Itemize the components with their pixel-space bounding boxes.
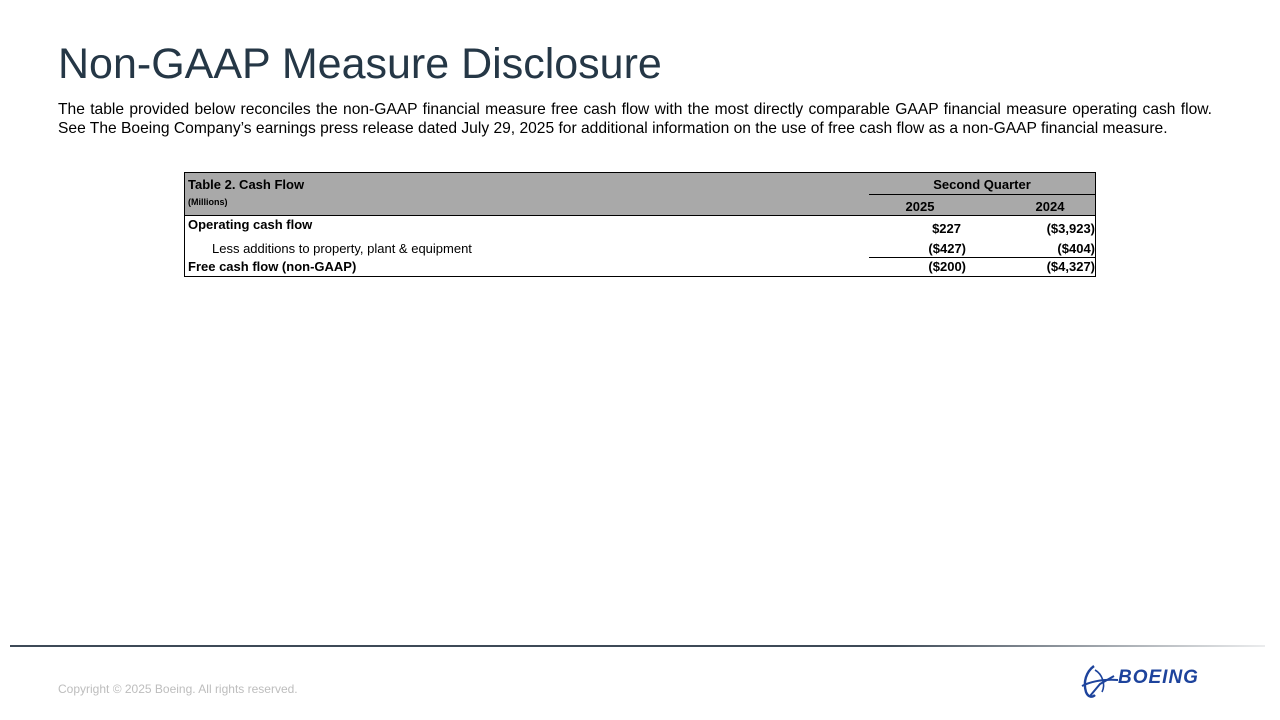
row-value-2025: $227 — [932, 221, 961, 236]
period-header: Second Quarter — [933, 177, 1031, 192]
table-unit: (Millions) — [188, 197, 228, 207]
period-underline — [869, 194, 1095, 195]
intro-paragraph: The table provided below reconciles the non-GAAP financial measure free cash flow with the most directly comparable GAAP financial measure operating cash flow. See The Boeing Company’s earnings press release dated July 29, 2025 for additional information on the use of free cash flow as a non-GAAP financial measure. — [58, 101, 1212, 137]
slide-title: Non-GAAP Measure Disclosure — [58, 40, 662, 88]
row-value-2025: ($200) — [928, 259, 966, 274]
column-header-2024: 2024 — [1035, 199, 1065, 214]
footer-divider — [10, 645, 1265, 647]
table-header — [185, 173, 1095, 216]
boeing-logo-icon — [1080, 662, 1120, 700]
row-value-2024: ($4,327) — [1046, 259, 1095, 274]
row-label: Less additions to property, plant & equipment — [212, 241, 472, 256]
row-value-2025: ($427) — [928, 241, 966, 256]
row-label: Free cash flow (non-GAAP) — [188, 259, 357, 274]
boeing-logo — [1080, 662, 1240, 700]
column-header-2025: 2025 — [905, 199, 935, 214]
row-label: Operating cash flow — [188, 217, 313, 232]
row-value-2024: ($3,923) — [1046, 221, 1095, 236]
table-title: Table 2. Cash Flow — [188, 177, 305, 192]
row-value-2024: ($404) — [1057, 241, 1095, 256]
copyright-text: Copyright © 2025 Boeing. All rights reserved. — [58, 682, 298, 696]
subtotal-underline — [869, 257, 1095, 258]
boeing-logo-wordmark: BOEING — [1118, 667, 1199, 688]
cash-flow-table — [184, 172, 1096, 277]
